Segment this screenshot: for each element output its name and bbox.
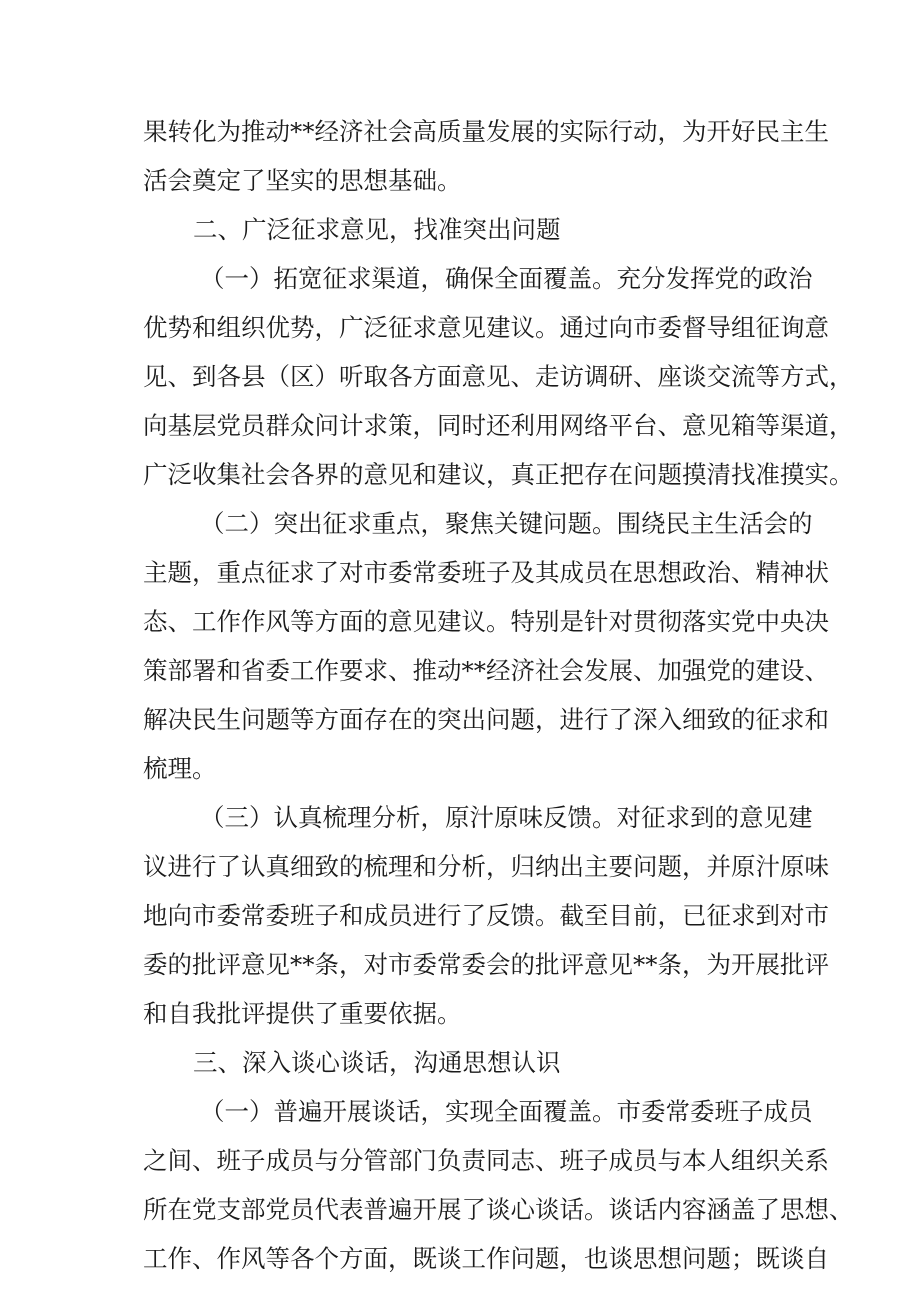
paragraph-start-line: （二）突出征求重点，聚焦关键问题。围绕民主生活会的 — [200, 509, 813, 538]
paragraph-start-line: （三）认真梳理分析，原汁原味反馈。对征求到的意见建 — [200, 803, 813, 832]
body-line: 梳理。 — [143, 754, 217, 783]
body-line: 解决民生问题等方面存在的突出问题，进行了深入细致的征求和 — [143, 705, 829, 734]
body-line: 工作、作风等各个方面，既谈工作问题，也谈思想问题；既谈自 — [143, 1244, 829, 1273]
body-line: 地向市委常委班子和成员进行了反馈。截至目前，已征求到对市 — [143, 901, 829, 930]
body-line: 策部署和省委工作要求、推动**经济社会发展、加强党的建设、 — [143, 656, 829, 685]
section-heading-3: 三、深入谈心谈话，沟通思想认识 — [193, 1048, 561, 1077]
body-line: 果转化为推动**经济社会高质量发展的实际行动，为开好民主生 — [143, 117, 829, 146]
body-line: 所在党支部党员代表普遍开展了谈心谈话。谈话内容涵盖了思想、 — [143, 1195, 854, 1224]
body-line: 向基层党员群众问计求策，同时还利用网络平台、意见箱等渠道， — [143, 411, 854, 440]
paragraph-start-line: （一）普遍开展谈话，实现全面覆盖。市委常委班子成员 — [200, 1097, 813, 1126]
body-line: 委的批评意见**条，对市委常委会的批评意见**条，为开展批评 — [143, 950, 829, 979]
body-line: 议进行了认真细致的梳理和分析，归纳出主要问题，并原汁原味 — [143, 852, 829, 881]
body-line: 广泛收集社会各界的意见和建议，真正把存在问题摸清找准摸实。 — [143, 460, 854, 489]
body-line: 和自我批评提供了重要依据。 — [143, 999, 462, 1028]
body-line: 态、工作作风等方面的意见建议。特别是针对贯彻落实党中央决 — [143, 607, 829, 636]
body-line: 之间、班子成员与分管部门负责同志、班子成员与本人组织关系 — [143, 1146, 829, 1175]
body-line: 活会奠定了坚实的思想基础。 — [143, 166, 462, 195]
body-line: 主题，重点征求了对市委常委班子及其成员在思想政治、精神状 — [143, 558, 829, 587]
paragraph-start-line: （一）拓宽征求渠道，确保全面覆盖。充分发挥党的政治 — [200, 264, 813, 293]
body-line: 优势和组织优势，广泛征求意见建议。通过向市委督导组征询意 — [143, 313, 829, 342]
section-heading-2: 二、广泛征求意见，找准突出问题 — [193, 215, 561, 244]
body-line: 见、到各县（区）听取各方面意见、走访调研、座谈交流等方式， — [143, 362, 854, 391]
